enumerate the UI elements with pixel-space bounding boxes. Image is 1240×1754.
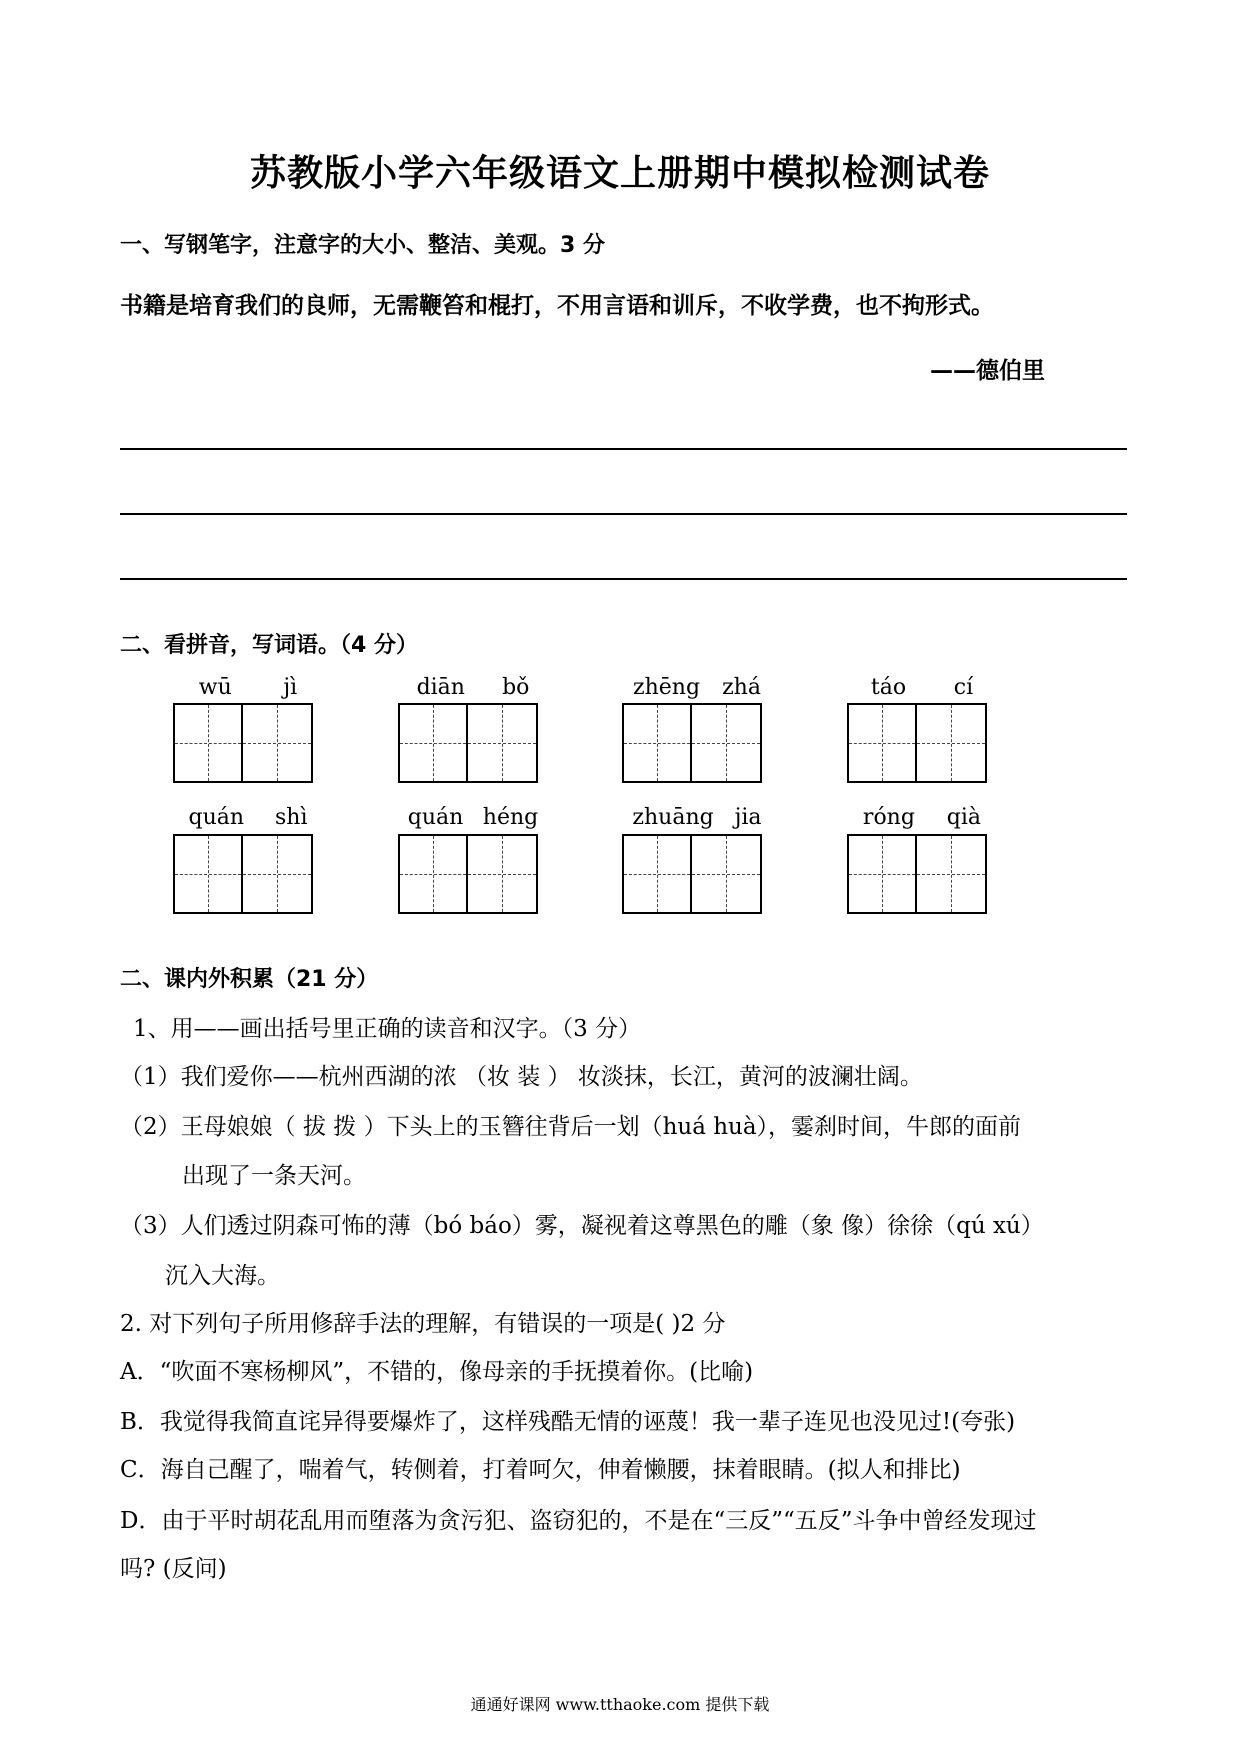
page-title: 苏教版小学六年级语文上册期中模拟检测试卷 xyxy=(249,153,990,194)
question-1-1: （1）我们爱你——杭州西湖的浓 （妆 装 ） 妆淡抹，长江，黄河的波澜壮阔。 xyxy=(120,1064,923,1090)
writing-line[interactable] xyxy=(120,578,1127,580)
question-1-2: （2）王母娘娘（ 拔 拨 ）下头上的玉簪往背后一划（huá huà），霎刹时间，牛郎的面前 xyxy=(120,1114,1022,1140)
quote-text: 书籍是培育我们的良师，无需鞭笞和棍打，不用言语和训斥，不收学费，也不拘形式。 xyxy=(120,293,994,319)
writing-grid[interactable] xyxy=(622,703,762,783)
question-1-2-cont: 出现了一条天河。 xyxy=(182,1163,366,1189)
pinyin-label: quán héng xyxy=(407,805,539,830)
question-1-3: （3）人们透过阴森可怖的薄（bó báo）雾，凝视着这尊黑色的雕（象 像）徐徐（qú xú） xyxy=(120,1213,1044,1239)
section3-heading: 二、课内外积累（21 分） xyxy=(120,967,379,992)
pinyin-label: zhuāng jia xyxy=(632,805,762,830)
writing-grid[interactable] xyxy=(398,834,538,914)
writing-grid[interactable] xyxy=(847,703,987,783)
writing-grid[interactable] xyxy=(173,834,313,914)
section1-heading: 一、写钢笔字，注意字的大小、整洁、美观。3 分 xyxy=(120,233,605,258)
option-d-cont: 吗? (反问) xyxy=(120,1556,227,1582)
writing-grid[interactable] xyxy=(398,703,538,783)
pinyin-label: diān bǒ xyxy=(416,675,530,700)
quote-author: ——德伯里 xyxy=(930,358,1045,384)
option-b: B．我觉得我简直诧异得要爆炸了，这样残酷无情的诬蔑！我一辈子连见也没见过!(夸张) xyxy=(120,1409,1016,1435)
question-1-3-cont: 沉入大海。 xyxy=(165,1263,280,1289)
question-2: 2. 对下列句子所用修辞手法的理解，有错误的一项是( )2 分 xyxy=(120,1311,726,1337)
pinyin-label: wū jì xyxy=(198,675,298,700)
question-1: 1、用——画出括号里正确的读音和汉字。（3 分） xyxy=(133,1016,642,1042)
writing-grid[interactable] xyxy=(173,703,313,783)
writing-line[interactable] xyxy=(120,513,1127,515)
footer-credit: 通通好课网 www.tthaoke.com 提供下载 xyxy=(470,1695,770,1714)
option-c: C．海自己醒了，喘着气，转侧着，打着呵欠，伸着懒腰，抹着眼睛。(拟人和排比) xyxy=(120,1457,961,1483)
section2-heading: 二、看拼音，写词语。（4 分） xyxy=(120,633,418,658)
writing-line[interactable] xyxy=(120,448,1127,450)
pinyin-label: róng qià xyxy=(862,805,982,830)
writing-grid[interactable] xyxy=(622,834,762,914)
option-d: D．由于平时胡花乱用而堕落为贪污犯、盗窃犯的，不是在“三反”“五反”斗争中曾经发现过 xyxy=(120,1508,1037,1534)
writing-grid[interactable] xyxy=(847,834,987,914)
pinyin-label: zhēng zhá xyxy=(633,675,761,700)
pinyin-label: quán shì xyxy=(188,805,308,830)
option-a: A．“吹面不寒杨柳风”，不错的，像母亲的手抚摸着你。(比喻) xyxy=(120,1359,754,1385)
pinyin-label: táo cí xyxy=(870,675,974,700)
